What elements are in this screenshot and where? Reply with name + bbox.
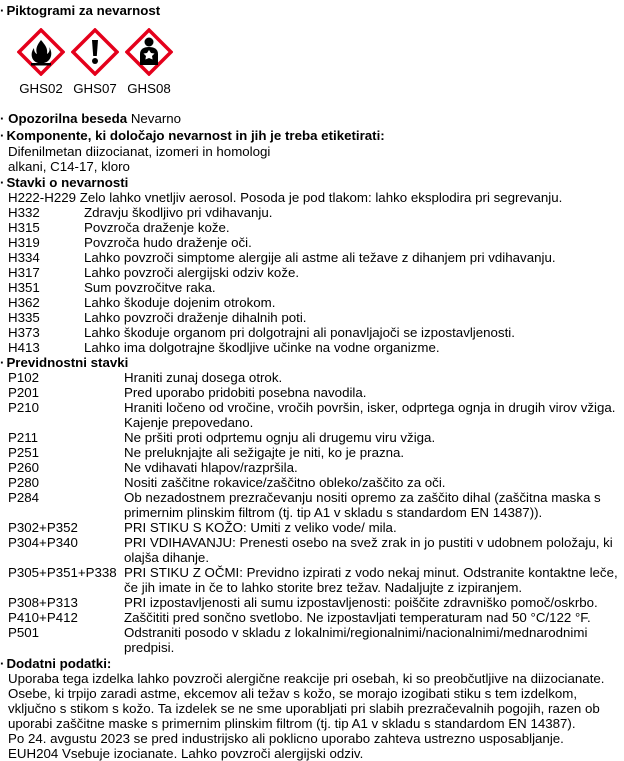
precaution-text: PRI STIKU Z OČMI: Previdno izpirati z vodo nekaj minut. Odstranite kontaktne leče, (124, 565, 618, 580)
precaution-text: PRI STIKU S KOŽO: Umiti z veliko vode/ mila. (124, 520, 397, 535)
pictograms-heading-text: Piktogrami za nevarnost (6, 3, 161, 18)
additional-info-line: EUH204 Vsebuje izocianate. Lahko povzroči alergijski odziv. (8, 746, 364, 761)
precaution-code: P251 (8, 445, 40, 460)
precaution-text: Odstraniti posodo v skladu z lokalnimi/regionalnimi/nacionalnimi/mednarodnimi (124, 625, 588, 640)
additional-info-heading: · Dodatni podatki: (0, 656, 112, 671)
hazard-text: Lahko povzroči simptome alergije ali astme ali težave z dihanjem pri vdihavanju. (84, 250, 556, 265)
hazard-code: H332 (8, 205, 40, 220)
hazard-text: Lahko povzroči draženje dihalnih poti. (84, 310, 307, 325)
precaution-code: P102 (8, 370, 40, 385)
component-line: alkani, C14-17, kloro (8, 159, 130, 174)
precaution-text: predpisi. (124, 640, 175, 655)
component-line: Difenilmetan diizocianat, izomeri in homologi (8, 144, 271, 159)
precaution-text: Ne preluknjajte ali sežigajte je niti, ko je prazna. (124, 445, 405, 460)
additional-info-line: Osebe, ki trpijo zaradi astme, ekcemov ali težav s kožo, se morajo izogibati stiku s tem izdelkom, (8, 686, 578, 701)
precaution-code: P302+P352 (8, 520, 78, 535)
hazard-code: H317 (8, 265, 40, 280)
precaution-text: Nositi zaščitne rokavice/zaščitno obleko/zaščito za oči. (124, 475, 446, 490)
hazard-text: Lahko škoduje dojenim otrokom. (84, 295, 276, 310)
precaution-text: primernim plinskim filtrom (tj. tip A1 v skladu s standardom EN 14387)). (124, 505, 543, 520)
precaution-code: P280 (8, 475, 40, 490)
hazard-text: Lahko povzroči alergijski odziv kože. (84, 265, 300, 280)
components-heading-text: Komponente, ki določajo nevarnost in jih je treba etiketirati: (6, 128, 385, 143)
hazard-code: H362 (8, 295, 40, 310)
hazard-text: Sum povzročitve raka. (84, 280, 216, 295)
precaution-text: PRI VDIHAVANJU: Prenesti osebo na svež zrak in jo pustiti v udobnem položaju, ki (124, 535, 613, 550)
additional-info-line: uporabi zaščitne maske s primernim plinskim filtrom (tj. tip A1 v skladu s standardom EN 14387). (8, 716, 576, 731)
precaution-code: P210 (8, 400, 40, 415)
pictograms-heading: · Piktogrami za nevarnost (0, 3, 161, 18)
hazard-code: H413 (8, 340, 40, 355)
additional-info-line: vključno s stikom s kožo. Ta izdelek se ne sme uporabljati pri slabih prezračevalnih pogojih, razen ob (8, 701, 600, 716)
hazard-code: H319 (8, 235, 40, 250)
precaution-code: P260 (8, 460, 40, 475)
hazard-statements-heading: · Stavki o nevarnosti (0, 175, 129, 190)
precaution-text: Pred uporabo pridobiti posebna navodila. (124, 385, 367, 400)
precaution-text: Hraniti ločeno od vročine, vročih površin, isker, odprtega ognja in drugih virov vžiga. (124, 400, 616, 415)
hazard-code: H373 (8, 325, 40, 340)
precaution-text: Hraniti zunaj dosega otrok. (124, 370, 283, 385)
precaution-text: Ob nezadostnem prezračevanju nositi opremo za zaščito dihal (zaščitna maska s (124, 490, 601, 505)
precaution-text: če jih imate in če to lahko storite brez težav. Nadaljujte z izpiranjem. (124, 580, 523, 595)
signal-word: · Opozorilna beseda Nevarno (0, 111, 182, 126)
precaution-code: P305+P351+P338 (8, 565, 117, 580)
precautionary-statements-heading: · Previdnostni stavki (0, 355, 129, 370)
precaution-code: P304+P340 (8, 535, 78, 550)
pictogram-label-ghs08: GHS08 (127, 81, 171, 96)
precaution-text: Ne pršiti proti odprtemu ognju ali drugemu viru vžiga. (124, 430, 436, 445)
exclamation-icon (71, 28, 119, 76)
pictogram-label-ghs02: GHS02 (19, 81, 63, 96)
pictogram-label-ghs07: GHS07 (73, 81, 117, 96)
additional-info-heading-text: Dodatni podatki: (6, 656, 112, 671)
hazard-code: H335 (8, 310, 40, 325)
hazard-code: H351 (8, 280, 40, 295)
hazard-statements-heading-text: Stavki o nevarnosti (6, 175, 129, 190)
additional-info-line: Po 24. avgustu 2023 se pred industrijsko ali poklicno uporabo zahteva ustrezno usposabljanje. (8, 731, 564, 746)
additional-info-line: Uporaba tega izdelka lahko povzroči alergične reakcije pri osebah, ki so preobčutljive na diizocianate. (8, 671, 605, 686)
health-hazard-icon (125, 28, 173, 76)
hazard-text: Lahko škoduje organom pri dolgotrajni ali ponavljajoči se izpostavljenosti. (84, 325, 515, 340)
precaution-code: P284 (8, 490, 40, 505)
signal-word-value: Nevarno (130, 111, 182, 126)
components-heading: · Komponente, ki določajo nevarnost in jih je treba etiketirati: (0, 128, 385, 143)
precaution-text: olajša dihanje. (124, 550, 210, 565)
precaution-text: Ne vdihavati hlapov/razpršila. (124, 460, 298, 475)
precaution-text: Kajenje prepovedano. (124, 415, 254, 430)
flame-icon (17, 28, 65, 76)
precaution-code: P211 (8, 430, 39, 445)
precaution-code: P201 (8, 385, 40, 400)
precaution-text: PRI izpostavljenosti ali sumu izpostavljenosti: poiščite zdravniško pomoč/oskrbo. (124, 595, 598, 610)
precaution-text: Zaščititi pred sončno svetlobo. Ne izpostavljati temperaturam nad 50 °C/122 °F. (124, 610, 591, 625)
hazard-text: Povzroča hudo draženje oči. (84, 235, 252, 250)
precaution-code: P308+P313 (8, 595, 78, 610)
signal-word-label: Opozorilna beseda (8, 111, 128, 126)
hazard-text: Zdravju škodljivo pri vdihavanju. (84, 205, 273, 220)
hazard-text: Povzroča draženje kože. (84, 220, 230, 235)
hazard-text: Lahko ima dolgotrajne škodljive učinke na vodne organizme. (84, 340, 440, 355)
precautionary-statements-heading-text: Previdnostni stavki (6, 355, 129, 370)
hazard-statement-h222-h229: H222-H229 Zelo lahko vnetljiv aerosol. Posoda je pod tlakom: lahko eksplodira pri segrevanju. (8, 190, 563, 205)
hazard-code: H334 (8, 250, 40, 265)
precaution-code: P410+P412 (8, 610, 78, 625)
precaution-code: P501 (8, 625, 40, 640)
hazard-code: H315 (8, 220, 40, 235)
